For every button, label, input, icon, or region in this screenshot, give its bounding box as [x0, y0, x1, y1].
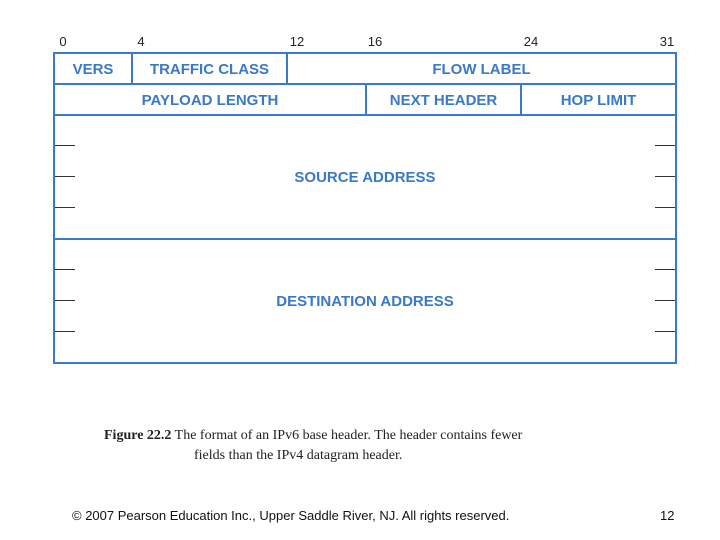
bit-position-31: 31: [659, 34, 675, 49]
word-tick: [655, 176, 675, 177]
field-traffic-class: TRAFFIC CLASS: [149, 60, 270, 78]
word-tick: [55, 145, 75, 146]
caption-line-2: fields than the IPv4 datagram header.: [194, 448, 403, 463]
field-flow-label: FLOW LABEL: [432, 60, 531, 78]
figure-caption: [104, 426, 644, 466]
field-payload-length: PAYLOAD LENGTH: [141, 91, 279, 109]
bit-position-12: 12: [289, 34, 305, 49]
word-tick: [55, 300, 75, 301]
field-vers: VERS: [72, 60, 114, 78]
word-tick: [55, 176, 75, 177]
word-tick: [655, 145, 675, 146]
bit-position-16: 16: [367, 34, 383, 49]
word-tick: [55, 331, 75, 332]
bit-position-0: 0: [59, 34, 67, 49]
page-number: 12: [660, 508, 675, 523]
word-tick: [655, 207, 675, 208]
figure-label: Figure 22.2: [104, 428, 172, 443]
copyright-notice: © 2007 Pearson Education Inc., Upper Saddle River, NJ. All rights reserved.: [72, 508, 510, 523]
field-source-address: SOURCE ADDRESS: [294, 168, 436, 186]
field-hop-limit: HOP LIMIT: [560, 91, 637, 109]
word-tick: [655, 331, 675, 332]
field-destination-address: DESTINATION ADDRESS: [276, 292, 454, 310]
bit-position-24: 24: [523, 34, 539, 49]
bit-position-4: 4: [137, 34, 145, 49]
word-tick: [655, 269, 675, 270]
word-tick: [55, 269, 75, 270]
word-tick: [55, 207, 75, 208]
caption-line-1: The format of an IPv6 base header. The header contains fewer: [174, 428, 523, 443]
word-tick: [655, 300, 675, 301]
field-next-header: NEXT HEADER: [389, 91, 498, 109]
